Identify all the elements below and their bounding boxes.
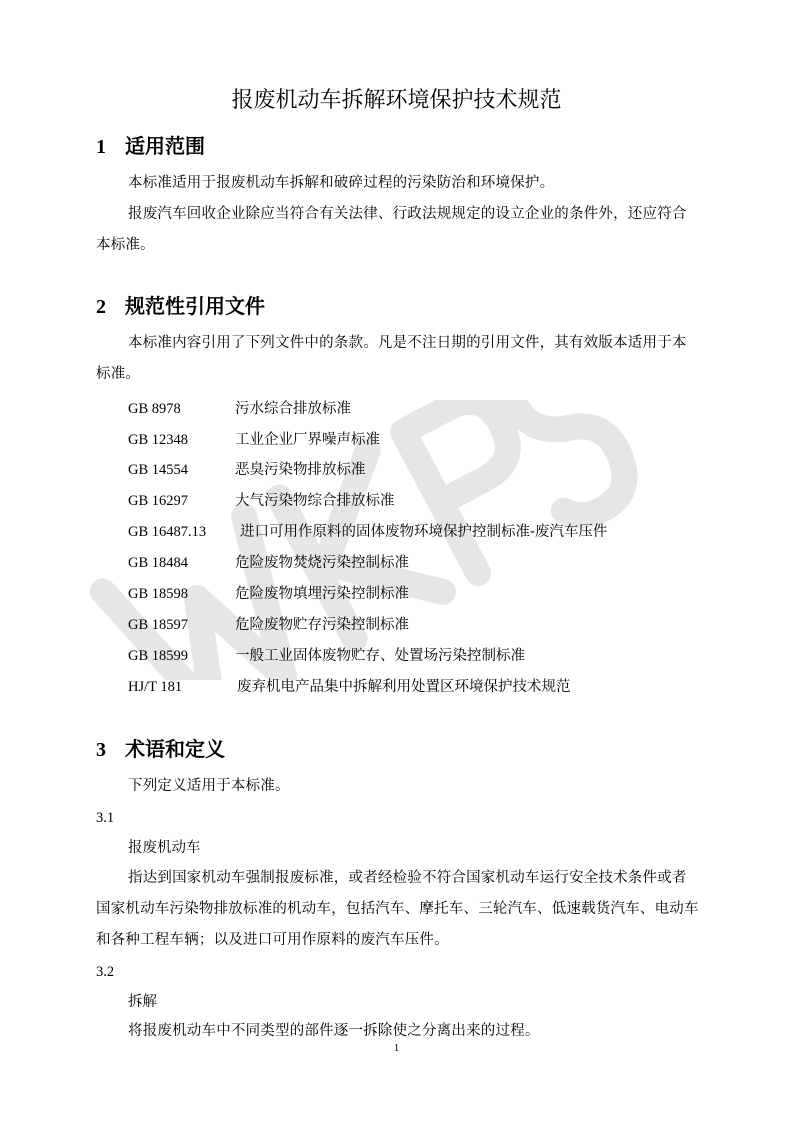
section-title: 术语和定义 [124, 737, 225, 761]
reference-code: GB 14554 [128, 462, 189, 478]
section-number: 1 [96, 136, 106, 158]
paragraph: 报废汽车回收企业除应当符合有关法律、行政法规规定的设立企业的条件外，还应符合本标准。 [96, 206, 687, 253]
section-title: 适用范围 [124, 134, 205, 158]
reference-name: 危险废物焚烧污染控制标准 [235, 555, 409, 571]
reference-name: 大气污染物综合排放标准 [235, 493, 395, 509]
term-definition: 指达到国家机动车强制报废标准，或者经检验不符合国家机动车运行安全技术条件或者国家机动车污染物排放标准的机动车，包括汽车、摩托车、三轮汽车、低速载货汽车、电动车和各种工程车辆；以及进口可用作原料的废汽车压件。 [96, 870, 699, 948]
reference-name: 污水综合排放标准 [235, 401, 351, 417]
reference-code: GB 8978 [128, 401, 181, 417]
section-3-heading [96, 735, 225, 764]
reference-name: 危险废物填埋污染控制标准 [235, 586, 409, 602]
reference-name: 危险废物贮存污染控制标准 [235, 617, 409, 633]
reference-code: GB 18598 [128, 586, 189, 602]
reference-code: GB 12348 [128, 432, 189, 448]
section-title: 规范性引用文件 [124, 294, 265, 318]
reference-code: GB 18599 [128, 648, 189, 664]
term-id: 3.1 [96, 810, 115, 826]
section-2-heading [96, 292, 265, 321]
section-number: 3 [96, 739, 106, 761]
term-name: 拆解 [128, 994, 157, 1010]
reference-name: 废弃机电产品集中拆解利用处置区环境保护技术规范 [237, 679, 571, 695]
reference-name: 进口可用作原料的固体废物环境保护控制标准-废汽车压件 [240, 524, 608, 540]
term-id: 3.2 [96, 964, 115, 980]
reference-code: GB 16297 [128, 493, 189, 509]
page-number: 1 [393, 1042, 400, 1054]
term-definition: 将报废机动车中不同类型的部件逐一拆除使之分离出来的过程。 [128, 1023, 540, 1039]
section-1-heading [96, 132, 205, 161]
reference-code: GB 16487.13 [128, 524, 207, 540]
reference-code: HJ/T 181 [128, 679, 183, 695]
paragraph: 本标准内容引用了下列文件中的条款。凡是不注日期的引用文件，其有效版本适用于本标准。 [96, 335, 687, 382]
term-name: 报废机动车 [128, 840, 201, 856]
paragraph: 本标准适用于报废机动车拆解和破碎过程的污染防治和环境保护。 [128, 175, 555, 191]
section-number: 2 [96, 296, 106, 318]
reference-code: GB 18597 [128, 617, 189, 633]
reference-name: 恶臭污染物排放标准 [235, 462, 366, 478]
document-title: 报废机动车拆解环境保护技术规范 [231, 88, 562, 113]
reference-code: GB 18484 [128, 555, 189, 571]
reference-name: 一般工业固体废物贮存、处置场污染控制标准 [235, 648, 525, 664]
reference-name: 工业企业厂界噪声标准 [235, 432, 380, 448]
paragraph: 下列定义适用于本标准。 [128, 778, 290, 794]
